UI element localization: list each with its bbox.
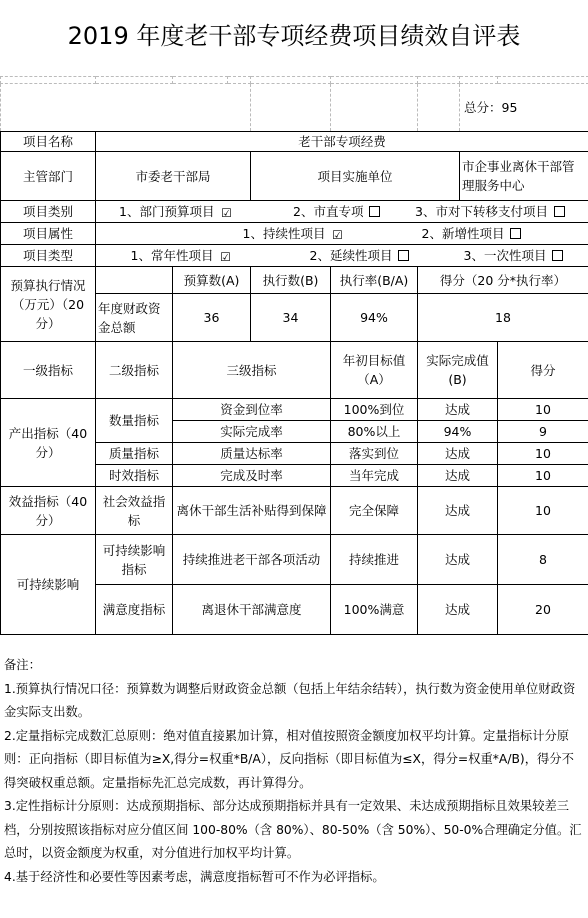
note-item: 3.定性指标计分原则：达成预期指标、部分达成预期指标并具有一定效果、未达成预期指标且效果较差三档，分别按照该指标对应分值区间 100-80%（含 80%）、80-50%（含 50%）、50-0%合理确定分值。汇总时，以资金额度为权重，对分值进行加权平均计算。 [4, 799, 582, 860]
indicator-actual: 达成 [418, 465, 498, 487]
checkbox-empty-icon[interactable] [398, 250, 409, 261]
note-item: 4.基于经济性和必要性等因素考虑，满意度指标暂可不作为必评指标。 [4, 869, 385, 884]
indicator-target: 完全保障 [331, 487, 418, 535]
indicator-target: 当年完成 [331, 465, 418, 487]
indicator-score: 10 [498, 443, 588, 465]
rate-header: 执行率(B/A) [331, 267, 418, 294]
header-score: 得分 [498, 342, 588, 399]
header-target: 年初目标值（A） [331, 342, 418, 399]
type-label: 项目类型 [1, 245, 96, 267]
indicator-actual: 94% [418, 421, 498, 443]
budget-label: 预算执行情况（万元）（20 分） [1, 267, 96, 342]
time-label: 时效指标 [96, 465, 173, 487]
exec-value: 34 [251, 294, 331, 342]
checkbox-empty-icon[interactable] [554, 206, 565, 217]
dept: 市委老干部局 [96, 152, 251, 201]
notes-title: 备注： [4, 658, 41, 672]
indicator-score: 9 [498, 421, 588, 443]
indicator-l2: 社会效益指标 [96, 487, 173, 535]
type-option-2: 2、延续性项目 [309, 248, 393, 263]
indicator-score: 10 [498, 399, 588, 421]
budget-score-value: 18 [418, 294, 588, 342]
indicator-l3: 完成及时率 [173, 465, 331, 487]
category-option-3: 3、市对下转移支付项目 [415, 204, 548, 219]
indicator-target: 80%以上 [331, 421, 418, 443]
total-score: 总分：95 [460, 84, 588, 132]
budget-value: 36 [173, 294, 251, 342]
dept-label: 主管部门 [1, 152, 96, 201]
type-options [96, 245, 588, 267]
attribute-option-1: 1、持续性项目 [242, 226, 326, 241]
header-actual: 实际完成值(B) [418, 342, 498, 399]
evaluation-table [0, 76, 588, 635]
note-item: 1.预算执行情况口径：预算数为调整后财政资金总额（包括上年结余结转），执行数为资金使用单位财政资金实际支出数。 [4, 681, 576, 719]
indicator-target: 100%满意 [331, 585, 418, 635]
attribute-option-2: 2、新增性项目 [421, 226, 505, 241]
header-l1: 一级指标 [1, 342, 96, 399]
checkbox-checked-icon[interactable]: ☑ [332, 228, 343, 242]
category-option-2: 2、市直专项 [293, 204, 364, 219]
indicator-actual: 达成 [418, 399, 498, 421]
qty-label: 数量指标 [96, 399, 173, 443]
indicator-score: 10 [498, 465, 588, 487]
type-option-1: 1、常年性项目 [130, 248, 214, 263]
indicator-score: 10 [498, 487, 588, 535]
indicator-actual: 达成 [418, 443, 498, 465]
header-l3: 三级指标 [173, 342, 331, 399]
indicator-actual: 达成 [418, 487, 498, 535]
indicator-score: 8 [498, 535, 588, 585]
benefit-label: 效益指标（40 分） [1, 487, 96, 535]
notes [4, 654, 584, 889]
attribute-label: 项目属性 [1, 223, 96, 245]
page-title: 2019 年度老干部专项经费项目绩效自评表 [67, 22, 521, 50]
category-options [96, 201, 588, 223]
checkbox-empty-icon[interactable] [510, 228, 521, 239]
indicator-target: 落实到位 [331, 443, 418, 465]
attribute-options [96, 223, 588, 245]
impl-label: 项目实施单位 [251, 152, 460, 201]
indicator-l3: 质量达标率 [173, 443, 331, 465]
exec-header: 执行数(B) [251, 267, 331, 294]
sustain-label: 可持续影响 [1, 535, 96, 635]
indicator-target: 持续推进 [331, 535, 418, 585]
header-l2: 二级指标 [96, 342, 173, 399]
project-name: 老干部专项经费 [96, 132, 588, 152]
checkbox-checked-icon[interactable]: ☑ [221, 206, 232, 220]
output-label: 产出指标（40 分） [1, 399, 96, 487]
indicator-score: 20 [498, 585, 588, 635]
rate-value: 94% [331, 294, 418, 342]
indicator-target: 100%到位 [331, 399, 418, 421]
indicator-l3: 实际完成率 [173, 421, 331, 443]
checkbox-empty-icon[interactable] [552, 250, 563, 261]
indicator-actual: 达成 [418, 535, 498, 585]
indicator-l3: 持续推进老干部各项活动 [173, 535, 331, 585]
indicator-actual: 达成 [418, 585, 498, 635]
category-option-1: 1、部门预算项目 [119, 204, 215, 219]
checkbox-empty-icon[interactable] [369, 206, 380, 217]
budget-row-label: 年度财政资金总额 [96, 294, 173, 342]
qual-label: 质量指标 [96, 443, 173, 465]
type-option-3: 3、一次性项目 [463, 248, 547, 263]
indicator-l2: 满意度指标 [96, 585, 173, 635]
project-name-label: 项目名称 [1, 132, 96, 152]
impl: 市企事业离休干部管理服务中心 [460, 152, 588, 201]
budget-score-header: 得分（20 分*执行率） [418, 267, 588, 294]
category-label: 项目类别 [1, 201, 96, 223]
budget-header: 预算数(A) [173, 267, 251, 294]
checkbox-checked-icon[interactable]: ☑ [220, 250, 231, 264]
indicator-l2: 可持续影响指标 [96, 535, 173, 585]
indicator-l3: 离休干部生活补贴得到保障 [173, 487, 331, 535]
indicator-l3: 离退休干部满意度 [173, 585, 331, 635]
indicator-l3: 资金到位率 [173, 399, 331, 421]
note-item: 2.定量指标完成数汇总原则：绝对值直接累加计算，相对值按照资金额度加权平均计算。定量指标计分原则：正向指标（即目标值为≥X,得分=权重*B/A），反向指标（即目标值为≤X，得分=权重*A/B)，得分不得突破权重总额。定量指标先汇总完成数，再计算得分。 [4, 728, 574, 790]
